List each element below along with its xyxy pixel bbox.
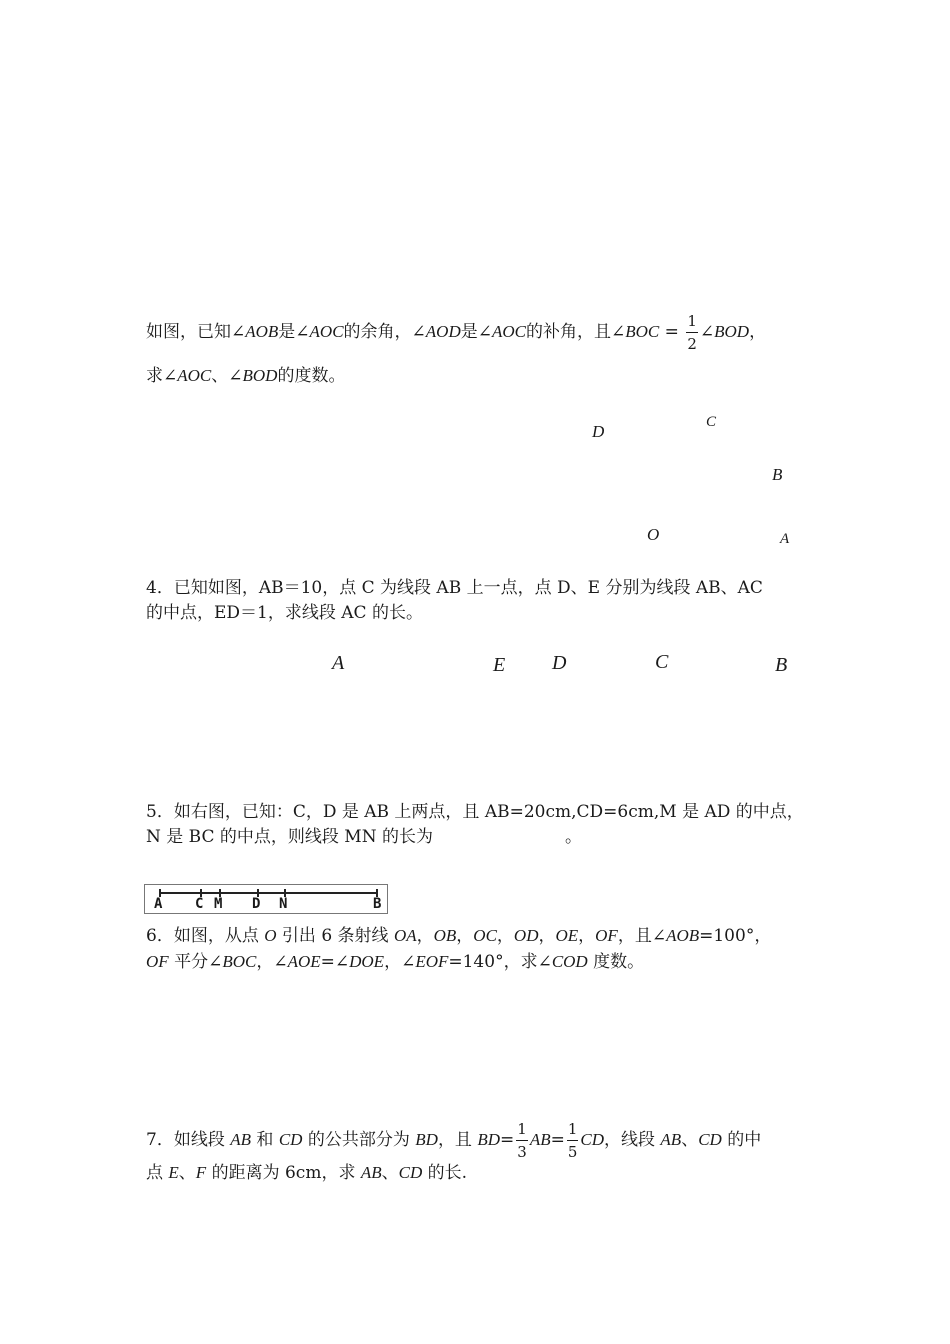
math: OC [473, 926, 497, 945]
ruler-label-b: B [373, 896, 382, 912]
point-label-b: B [772, 465, 783, 484]
text: 、 [381, 1163, 399, 1183]
text: = [659, 322, 685, 342]
text: 、∠ [211, 366, 243, 386]
ruler-label-m: M [214, 896, 223, 912]
text: 的补角，且∠ [526, 322, 626, 342]
text: ， [496, 926, 514, 946]
math: COD [551, 952, 588, 971]
segment-label-e: E [493, 654, 506, 676]
text: ， [749, 322, 767, 342]
math: AOC [492, 322, 526, 341]
math: OF [595, 926, 618, 945]
segment-figure [144, 884, 388, 914]
segment-label-d: D [552, 652, 567, 674]
math: CD [278, 1130, 303, 1149]
math: BOC [625, 322, 660, 341]
math: AOC [177, 366, 212, 385]
math: CD [398, 1163, 423, 1182]
text: 求∠ [146, 366, 178, 386]
text: 的公共部分为 [302, 1130, 416, 1150]
math: F [195, 1163, 207, 1182]
text: ， [538, 926, 556, 946]
text: ， [416, 926, 434, 946]
text: 平分∠ [168, 952, 223, 972]
text: 、 [681, 1130, 699, 1150]
segment-label-a: A [332, 652, 345, 674]
text: =100°， [699, 926, 772, 946]
frac-den: 3 [517, 1143, 527, 1161]
math: BD [477, 1130, 501, 1149]
text: 引出 6 条射线 [276, 926, 394, 946]
text: 和 [251, 1130, 279, 1150]
text: 的长. [422, 1163, 468, 1183]
math: EOF [415, 952, 449, 971]
text: ，线段 [604, 1130, 661, 1150]
text: ， [578, 926, 596, 946]
text: ∠ [699, 322, 715, 342]
math: AB [360, 1163, 382, 1182]
text: 6．如图，从点 [146, 926, 265, 946]
text: 如图，已知∠ [146, 322, 246, 342]
fraction-fifth [567, 1118, 579, 1163]
text: 的余角，∠ [343, 322, 426, 342]
math: BOD [242, 366, 278, 385]
text: ，∠ [384, 952, 416, 972]
text: =140°，求∠ [448, 952, 552, 972]
text: 。 [565, 827, 582, 847]
math: AOC [309, 322, 344, 341]
math: AB [529, 1130, 551, 1149]
text: 的距离为 6cm，求 [206, 1163, 361, 1183]
problem4-line2: 的中点，ED＝1，求线段 AC 的长。 [146, 603, 423, 623]
math: AOD [425, 322, 461, 341]
ruler-label-c: C [195, 896, 204, 912]
point-label-d: D [592, 422, 605, 441]
ruler-label-d: D [252, 896, 261, 912]
problem7-line1 [146, 1118, 761, 1163]
point-label-o: O [647, 525, 660, 544]
text: 、 [178, 1163, 196, 1183]
math: BD [415, 1130, 438, 1149]
frac-num: 1 [567, 1118, 579, 1141]
math: CD [698, 1130, 722, 1149]
math: AB [660, 1130, 682, 1149]
math: AOE [287, 952, 321, 971]
point-label-c: C [706, 414, 717, 430]
frac-num: 1 [686, 310, 698, 333]
frac-den: 2 [687, 335, 697, 353]
math: OD [513, 926, 539, 945]
angle-problem-line2 [146, 364, 345, 388]
frac-den: 5 [567, 1143, 578, 1161]
text: 7．如线段 [146, 1130, 231, 1150]
text: ， [456, 926, 474, 946]
fraction-third [516, 1118, 528, 1163]
angle-problem-line1 [146, 310, 766, 355]
math: OB [433, 926, 457, 945]
frac-num: 1 [516, 1118, 528, 1141]
ruler-label-a: A [154, 896, 163, 912]
math: OA [393, 926, 417, 945]
text: N 是 BC 的中点，则线段 MN 的长为 [146, 827, 433, 847]
segment-label-c: C [655, 651, 669, 673]
problem6-line2 [146, 950, 644, 974]
text: ，且∠ [617, 926, 667, 946]
math: AOB [666, 926, 700, 945]
text: 点 [146, 1163, 169, 1183]
text: ，∠ [256, 952, 288, 972]
math: DOE [349, 952, 385, 971]
segment-label-b: B [775, 654, 788, 676]
problem4-line1: 4．已知如图，AB＝10，点 C 为线段 AB 上一点，点 D、E 分别为线段 AB、AC [146, 578, 763, 598]
math: E [168, 1163, 179, 1182]
text: 是∠ [460, 322, 492, 342]
text: 是∠ [278, 322, 310, 342]
problem5-line1: 5．如右图，已知：C，D 是 AB 上两点，且 AB=20cm,CD=6cm,M 是 AD 的中点， [146, 802, 804, 822]
text: 度数。 [587, 952, 645, 972]
math: OE [555, 926, 579, 945]
math: O [264, 926, 277, 945]
problem7-line2 [146, 1161, 467, 1185]
text: ，且 [437, 1130, 478, 1150]
ruler-label-n: N [279, 896, 288, 912]
problem5-line2 [146, 825, 582, 849]
math: OF [146, 952, 169, 971]
point-label-a: A [780, 531, 790, 547]
math: BOD [714, 322, 750, 341]
math: AOB [245, 322, 279, 341]
math: CD [580, 1130, 605, 1149]
math: BOC [222, 952, 257, 971]
math: AB [230, 1130, 252, 1149]
problem6-line1 [146, 924, 771, 948]
fraction-half [686, 310, 698, 355]
segment-line [159, 892, 377, 894]
text: 的度数。 [277, 366, 346, 386]
text: 的中 [721, 1130, 762, 1150]
text: =∠ [320, 952, 350, 972]
text: = [500, 1130, 515, 1150]
text: = [550, 1130, 565, 1150]
